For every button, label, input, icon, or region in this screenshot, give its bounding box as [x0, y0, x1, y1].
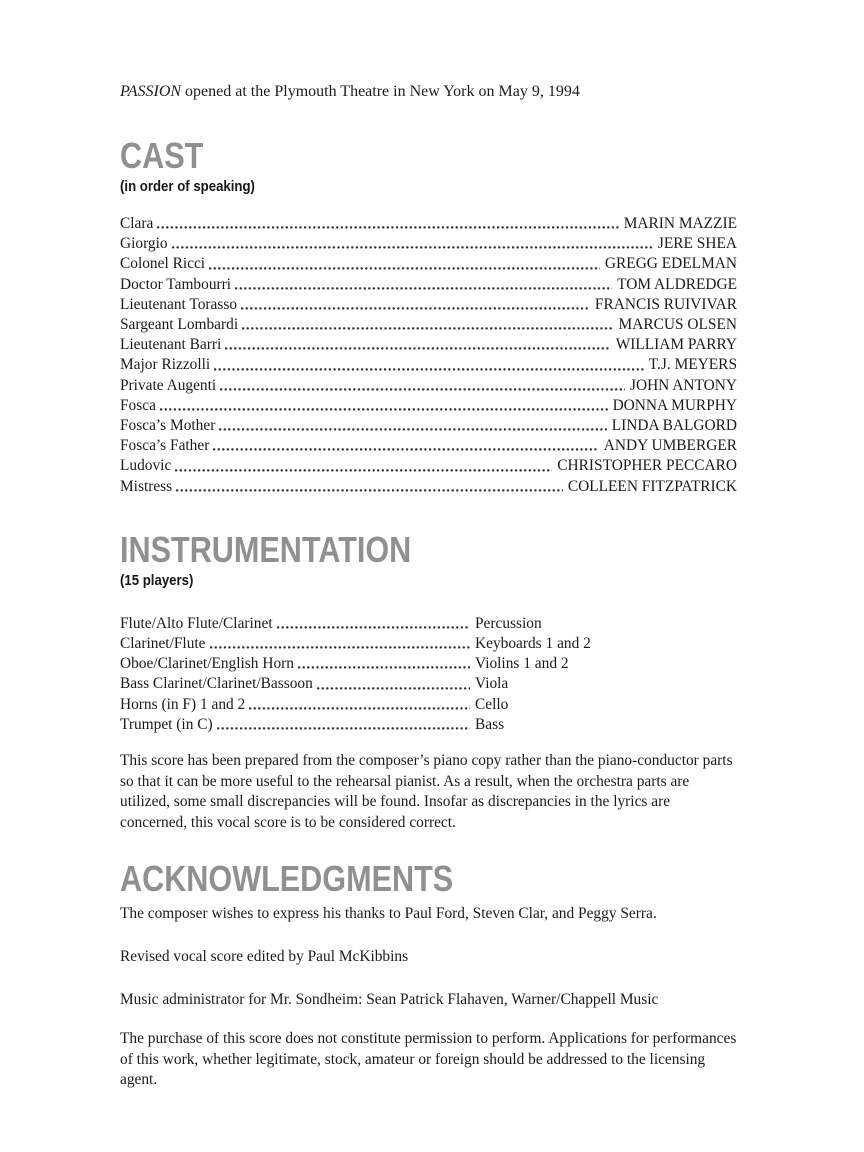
- cast-actor: FRANCIS RUIVIVAR: [594, 295, 737, 313]
- instrument-right: Percussion: [475, 614, 542, 632]
- cast-actor: T.J. MEYERS: [648, 356, 737, 374]
- cast-role: Sargeant Lombardi: [120, 316, 239, 334]
- dot-leader: [235, 287, 612, 290]
- premiere-note: [120, 82, 737, 101]
- cast-actor: MARIN MAZZIE: [623, 215, 737, 232]
- cast-role: Fosca: [120, 396, 156, 414]
- cast-row: [120, 275, 737, 295]
- cast-actor: LINDA BALGORD: [611, 417, 737, 435]
- dot-leader: [210, 646, 471, 649]
- acknowledgment-line: The composer wishes to express his thanks to Paul Ford, Steven Clar, and Peggy Serra.: [120, 905, 657, 923]
- instrumentation-row: [120, 695, 737, 715]
- instrument-left: Oboe/Clarinet/English Horn: [120, 655, 294, 673]
- instrument-right: Cello: [475, 695, 509, 713]
- cast-role: Giorgio: [120, 235, 168, 253]
- score-preparation-note: This score has been prepared from the composer’s piano copy rather than the piano-conductor parts so that it can be more useful to the rehearsal pianist. As a result, when the orchestra parts are utilized, some small discrepancies will be found. Insofar as discrepancies in the lyrics are concerned, this vocal score is to be considered correct.: [120, 752, 733, 831]
- cast-actor: DONNA MURPHY: [612, 396, 737, 414]
- instrument-right: Violins 1 and 2: [475, 655, 569, 673]
- show-title: PASSION: [120, 83, 182, 100]
- cast-row: [120, 436, 737, 456]
- cast-section-heading: CAST: [120, 135, 204, 176]
- dot-leader: [220, 388, 625, 391]
- licensing-note: The purchase of this score does not constitute permission to perform. Applications for performances of this work, whether legitimate, stock, amateur or foreign should be addressed to the licensing agent.: [120, 1030, 737, 1089]
- cast-role: Doctor Tambourri: [120, 275, 232, 293]
- cast-role: Colonel Ricci: [120, 255, 206, 273]
- cast-role: Mistress: [120, 477, 173, 495]
- cast-actor: ANDY UMBERGER: [603, 437, 737, 455]
- instrument-left: Trumpet (in C): [120, 715, 213, 733]
- instrument-left: Bass Clarinet/Clarinet/Bassoon: [120, 675, 313, 693]
- dot-leader: [225, 347, 610, 350]
- cast-section-subheading: (in order of speaking): [120, 178, 255, 195]
- cast-row: [120, 477, 737, 497]
- dot-leader: [172, 246, 653, 249]
- cast-row: [120, 335, 737, 355]
- cast-row: [120, 376, 737, 396]
- cast-role: Lieutenant Barri: [120, 336, 222, 354]
- dot-leader: [214, 368, 644, 371]
- cast-role: Ludovic: [120, 457, 172, 475]
- dot-leader: [241, 307, 590, 310]
- dot-leader: [176, 489, 563, 492]
- cast-row: [120, 355, 737, 375]
- dot-leader: [317, 687, 470, 690]
- dot-leader: [213, 448, 598, 451]
- dot-leader: [249, 707, 470, 710]
- instrument-right: Bass: [475, 715, 505, 733]
- cast-role: Fosca’s Mother: [120, 417, 216, 435]
- instrument-right: Viola: [475, 675, 509, 693]
- cast-row: [120, 295, 737, 315]
- dot-leader: [298, 666, 470, 669]
- cast-actor: JERE SHEA: [657, 235, 737, 253]
- instrumentation-row: [120, 654, 737, 674]
- cast-row: [120, 214, 737, 234]
- dot-leader: [209, 267, 600, 270]
- cast-actor: CHRISTOPHER PECCARO: [557, 457, 737, 475]
- dot-leader: [175, 469, 552, 472]
- cast-row: [120, 315, 737, 335]
- instrumentation-section-heading: INSTRUMENTATION: [120, 528, 412, 570]
- dot-leader: [277, 626, 470, 629]
- cast-role: Fosca’s Father: [120, 437, 210, 455]
- cast-role: Private Augenti: [120, 376, 217, 394]
- dot-leader: [219, 428, 606, 431]
- premiere-note-text: opened at the Plymouth Theatre in New York on May 9, 1994: [181, 83, 580, 100]
- instrumentation-row: [120, 674, 737, 694]
- instrumentation-row: [120, 634, 737, 654]
- dot-leader: [217, 727, 470, 730]
- cast-role: Lieutenant Torasso: [120, 295, 238, 313]
- instrumentation-row: [120, 614, 737, 634]
- dot-leader: [242, 327, 613, 330]
- acknowledgment-line: Music administrator for Mr. Sondheim: Sean Patrick Flahaven, Warner/Chappell Music: [120, 990, 659, 1008]
- cast-actor: MARCUS OLSEN: [618, 316, 737, 334]
- instrument-right: Keyboards 1 and 2: [475, 635, 591, 653]
- cast-actor: GREGG EDELMAN: [604, 255, 737, 273]
- cast-row: [120, 254, 737, 274]
- cast-row: [120, 416, 737, 436]
- cast-role: Clara: [120, 215, 154, 232]
- cast-role: Major Rizzolli: [120, 356, 211, 374]
- instrument-left: Horns (in F) 1 and 2: [120, 695, 246, 713]
- instrumentation-row: [120, 715, 737, 735]
- cast-actor: TOM ALDREDGE: [617, 275, 737, 293]
- cast-row: [120, 396, 737, 416]
- cast-row: [120, 456, 737, 476]
- dot-leader: [157, 226, 618, 229]
- cast-actor: JOHN ANTONY: [629, 376, 737, 394]
- instrumentation-section-subheading: (15 players): [120, 571, 194, 589]
- cast-actor: WILLIAM PARRY: [615, 336, 737, 354]
- instrumentation-list: [120, 614, 737, 735]
- instrument-left: Clarinet/Flute: [120, 635, 206, 653]
- acknowledgments-section-heading: ACKNOWLEDGMENTS: [120, 858, 454, 900]
- acknowledgment-line: Revised vocal score edited by Paul McKibbins: [120, 948, 409, 966]
- dot-leader: [160, 408, 608, 411]
- cast-actor: COLLEEN FITZPATRICK: [567, 477, 737, 495]
- cast-row: [120, 234, 737, 254]
- instrument-left: Flute/Alto Flute/Clarinet: [120, 614, 273, 632]
- cast-list: [120, 214, 737, 497]
